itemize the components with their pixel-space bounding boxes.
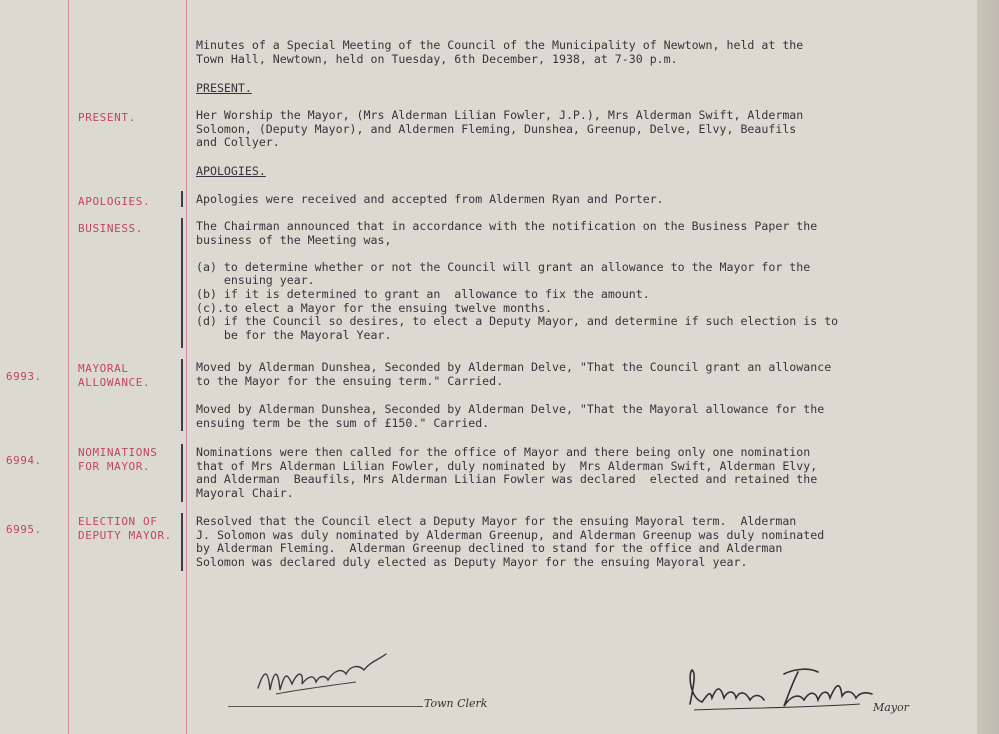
section-bar: [181, 191, 183, 207]
town-clerk-signature: [246, 640, 396, 710]
present-heading: PRESENT.: [196, 81, 252, 95]
left-margin-rule: [68, 0, 69, 734]
right-margin-rule: [186, 0, 187, 734]
clerk-signature-line: [228, 706, 423, 707]
label-apologies: APOLOGIES.: [78, 195, 151, 208]
minute-number: 6993.: [6, 370, 42, 383]
allowance-motion-text: Moved by Alderman Dunshea, Seconded by Alderman Delve, "That the Council grant an allowance to the Mayor for the ensuing term." Carried.: [196, 360, 832, 388]
mayor-signature: [680, 664, 880, 716]
deputy-mayor-text: Resolved that the Council elect a Deputy Mayor for the ensuing Mayoral term. Alderman J. Solomon was duly nominated by Alderman Greenup, and Alderman Greenup was duly nominated by Alderman Fleming. Alderman Greenup declined to stand for the office and Alderman Solomon was declared duly elected as Deputy Mayor for the ensuing Mayoral year.: [196, 514, 825, 569]
apologies-text: Apologies were received and accepted from Aldermen Ryan and Porter.: [196, 192, 664, 206]
label-deputy-mayor: ELECTION OF DEPUTY MAYOR.: [78, 515, 172, 542]
minute-number: 6994.: [6, 454, 42, 467]
allowance-amount-text: Moved by Alderman Dunshea, Seconded by Alderman Delve, "That the Mayoral allowance for the ensuing term be the sum of £150." Carried.: [196, 402, 825, 430]
label-present: PRESENT.: [78, 111, 136, 124]
label-nominations: NOMINATIONS FOR MAYOR.: [78, 446, 158, 473]
section-bar: [181, 444, 183, 502]
meeting-intro: Minutes of a Special Meeting of the Council of the Municipality of Newtown, held at the Town Hall, Newtown, held on Tuesday, 6th December, 1938, at 7-30 p.m.: [196, 38, 804, 66]
minute-number: 6995.: [6, 523, 42, 536]
section-bar: [181, 218, 183, 348]
section-bar: [181, 359, 183, 431]
business-text: The Chairman announced that in accordance with the notification on the Business Paper the business of the Meeting was, (a) to determine whether or not the Council will grant an allowance to the Mayor for the ensuing year. (b) if it is determined to grant an allowance to fix the amount. (c).to elect a Mayor for the ensuing twelve months. (d) if the Council so desires, to elect a Deputy Mayor, and determine if such election is to be for the Mayoral Year.: [196, 219, 839, 342]
town-clerk-caption: Town Clerk: [424, 697, 488, 710]
mayor-caption: Mayor: [873, 701, 909, 714]
present-text: Her Worship the Mayor, (Mrs Alderman Lilian Fowler, J.P.), Mrs Alderman Swift, Alderman Solomon, (Deputy Mayor), and Aldermen Fleming, Dunshea, Greenup, Delve, Elvy, Beaufils and Collyer.: [196, 108, 804, 150]
section-bar: [181, 513, 183, 571]
label-mayoral-allowance: MAYORAL ALLOWANCE.: [78, 362, 151, 389]
nominations-text: Nominations were then called for the office of Mayor and there being only one nomination that of Mrs Alderman Lilian Fowler, duly nominated by Mrs Alderman Swift, Alderman Elvy, and Alderman Beaufils, Mrs Alderman Lilian Fowler was declared elected and retained the Mayoral Chair.: [196, 445, 818, 500]
apologies-heading: APOLOGIES.: [196, 164, 266, 178]
label-business: BUSINESS.: [78, 222, 144, 235]
